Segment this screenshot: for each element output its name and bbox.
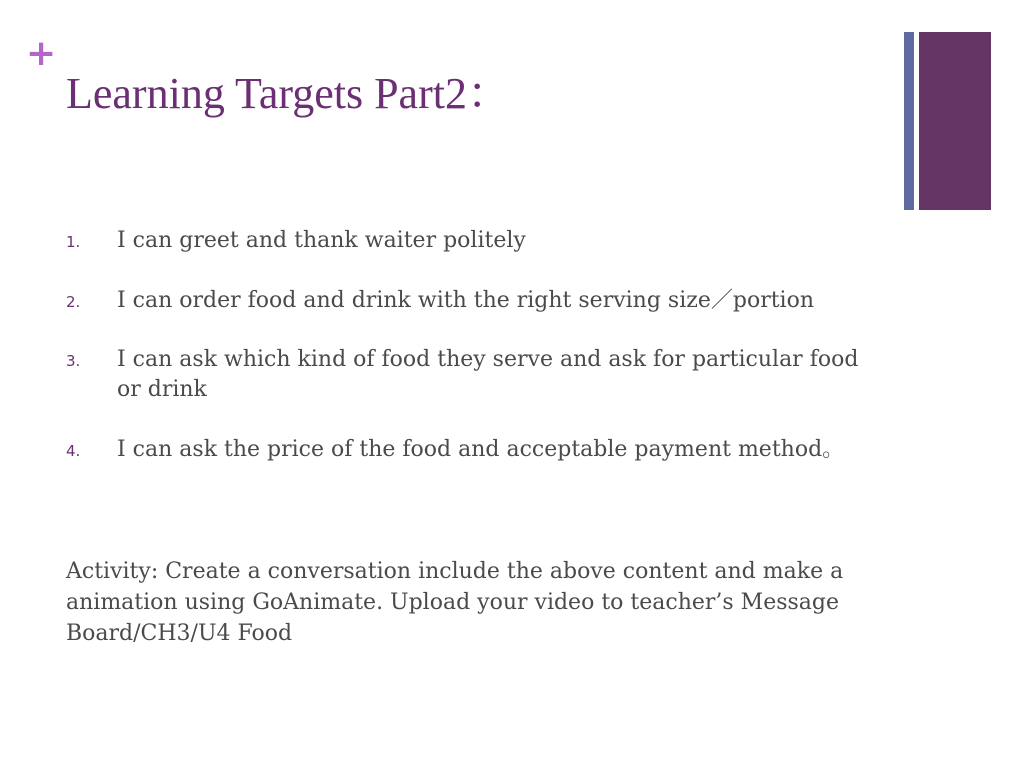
target-number: 2.: [66, 293, 81, 311]
accent-bar-thick: [919, 32, 991, 210]
learning-target-item: [66, 345, 866, 405]
plus-icon: +: [26, 33, 57, 74]
target-number: 3.: [66, 352, 81, 370]
target-number: 1.: [66, 233, 81, 251]
slide-title: Learning Targets Part2：: [66, 69, 511, 118]
target-text: I can ask the price of the food and acceptable payment method。: [117, 437, 845, 462]
learning-target-item: [66, 435, 866, 465]
target-number: 4.: [66, 442, 81, 460]
activity-text: Activity: Create a conversation include the above content and make a animation using GoAnimate. Upload your video to teacher’s Message Board/CH3/U4 Food: [66, 559, 844, 646]
accent-bar-thin: [904, 32, 914, 210]
target-text: I can greet and thank waiter politely: [117, 228, 526, 253]
learning-target-item: [66, 226, 866, 256]
target-text: I can order food and drink with the right serving size／portion: [117, 288, 814, 313]
learning-target-item: [66, 286, 866, 316]
learning-targets-list: [66, 226, 866, 465]
target-text: I can ask which kind of food they serve and ask for particular food or drink: [117, 347, 859, 402]
